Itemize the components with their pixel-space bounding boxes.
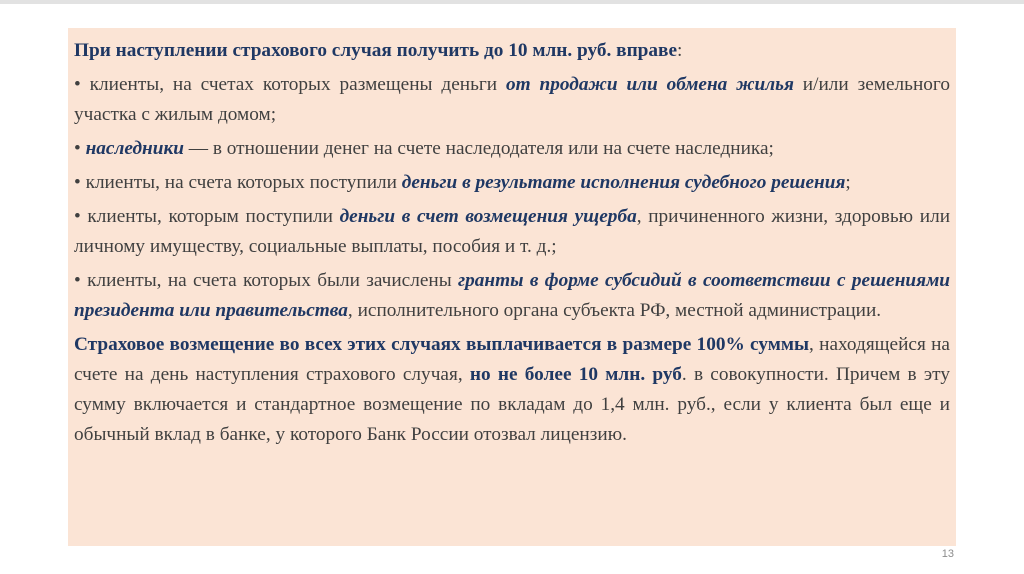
item-text: и/или земельного участка с жилым домом;	[74, 74, 950, 125]
content-box	[68, 28, 956, 546]
intro-colon: :	[677, 40, 683, 61]
item-emphasis: наследники	[85, 138, 184, 159]
top-divider	[0, 0, 1024, 4]
item-text: • клиенты, на счетах которых размещены деньги	[74, 74, 506, 95]
summary-text: , находящейся на счете на день наступления страхового случая,	[74, 334, 950, 385]
item-emphasis: гранты в форме субсидий в соответствии с решениями президента или правительства	[74, 270, 951, 321]
item-text: • клиенты, которым поступили	[74, 206, 340, 227]
intro-bold: При наступлении страхового случая получить до 10 млн. руб. вправе	[74, 40, 678, 61]
list-item-sale-housing	[74, 70, 950, 130]
item-emphasis: деньги в счет возмещения ущерба	[339, 206, 637, 227]
item-text: • клиенты, на счета которых поступили	[74, 172, 402, 193]
list-item-heirs	[74, 134, 950, 164]
item-text: ;	[845, 172, 851, 193]
item-emphasis: от продажи или обмена жилья	[506, 74, 794, 95]
summary-bold: Страховое возмещение во всех этих случаях выплачивается в размере 100% суммы	[74, 334, 810, 355]
item-text: , причиненного жизни, здоровью или личному имуществу, социальные выплаты, пособия и т. д.;	[74, 206, 951, 257]
item-text: — в отношении денег на счете наследодателя или на счете наследника;	[183, 138, 774, 159]
list-item-damage-compensation	[74, 202, 950, 262]
item-text: •	[74, 138, 86, 159]
item-text: • клиенты, на счета которых были зачислены	[74, 270, 459, 291]
summary-bold: но не более 10 млн. руб	[469, 364, 682, 385]
summary-paragraph	[74, 330, 950, 450]
list-item-grants	[74, 266, 950, 326]
list-item-court-decision	[74, 168, 950, 198]
item-text: , исполнительного органа субъекта РФ, местной администрации.	[347, 300, 882, 321]
page-number: 13	[941, 548, 954, 560]
item-emphasis: деньги в результате исполнения судебного решения	[401, 172, 846, 193]
summary-text: . в совокупности. Причем в эту сумму включается и стандартное возмещение по вкладам до 1,4 млн. руб., если у клиента был еще и обычный вклад в банке, у которого Банк России отозвал лицензию.	[74, 364, 950, 445]
intro-line	[74, 36, 950, 66]
